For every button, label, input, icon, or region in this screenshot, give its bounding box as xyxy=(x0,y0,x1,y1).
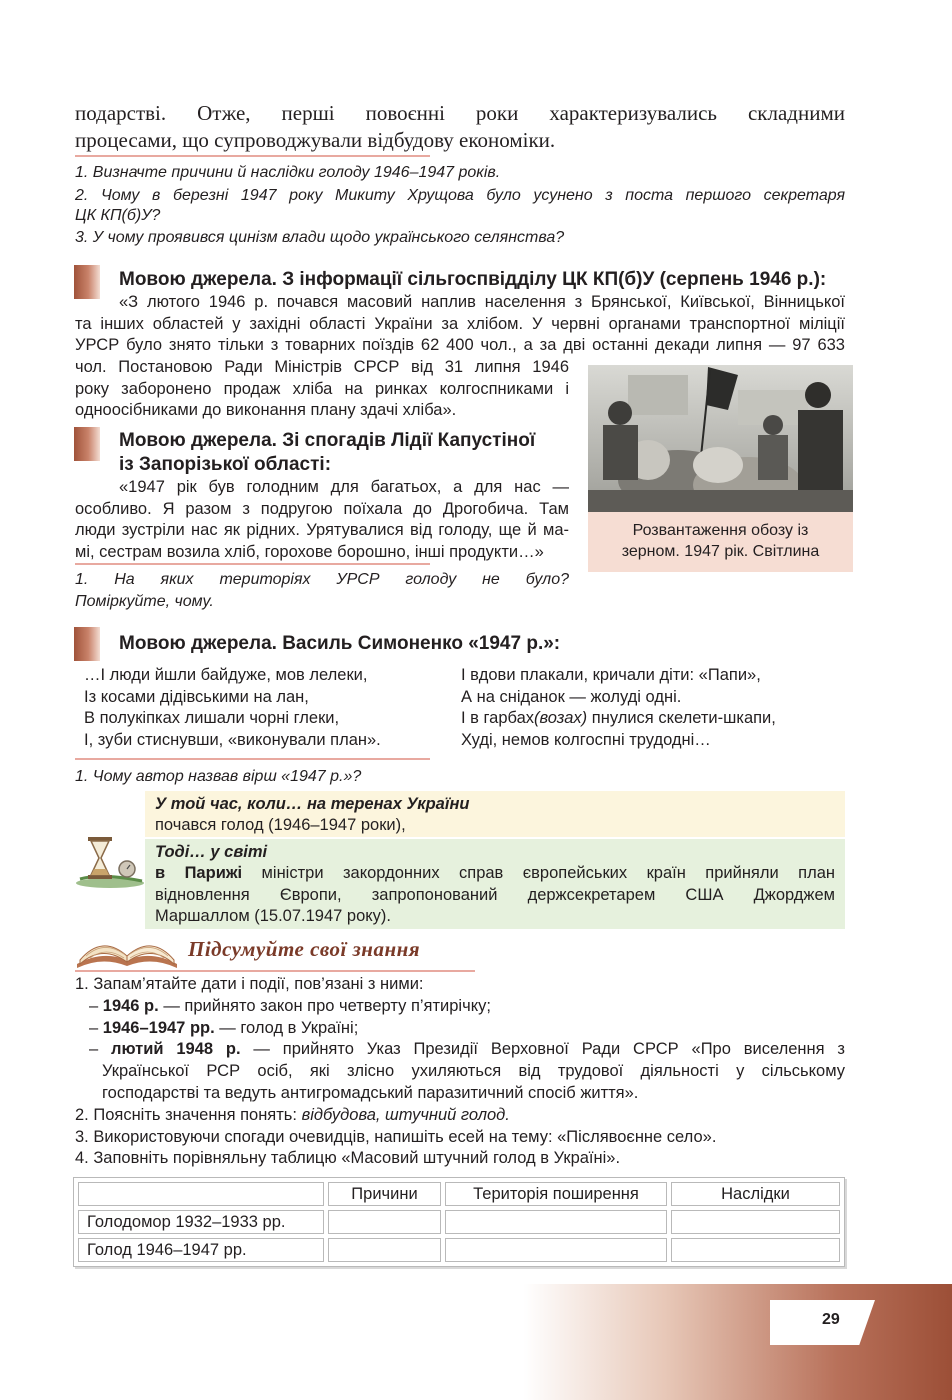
table-header-cell xyxy=(78,1182,324,1206)
summary-date-item: – 1946–1947 рр. — голод в Україні; xyxy=(89,1018,359,1037)
timebox-world xyxy=(145,839,845,929)
poem-text: І в гарбах xyxy=(461,709,535,727)
summary-date: 1946 р. xyxy=(102,996,159,1015)
source-1-title: Мовою джерела. З інформації сільгоспвідділу ЦК КП(б)У (серпень 1946 р.): xyxy=(119,269,827,290)
poem-gloss: (возах) xyxy=(534,709,588,727)
intro-line-1: подарстві. Отже, перші повоєнні роки характеризувались складними xyxy=(75,101,845,125)
timebox-text: почався голод (1946–1947 роки), xyxy=(155,816,406,834)
timebox-title: Тоді… у світі xyxy=(155,843,268,861)
summary-item-terms: відбудова, штучний голод. xyxy=(301,1105,510,1124)
summary-item: 3. Використовуючи спогади очевидців, напишіть есей на тему: «Післявоєнне село». xyxy=(75,1127,717,1146)
source-2-title-line: Мовою джерела. Зі спогадів Лідії Капустіної xyxy=(119,430,536,451)
source-2-question-line: Поміркуйте, чому. xyxy=(75,593,214,610)
photo-image xyxy=(588,365,853,512)
poem-line: І вдови плакали, кричали діти: «Папи», xyxy=(461,666,761,684)
photo-caption-line: Розвантаження обозу із xyxy=(632,522,809,539)
poem-line: Худі, немов колгоспні трудодні… xyxy=(461,730,711,749)
summary-item xyxy=(75,1105,845,1127)
open-book-icon xyxy=(72,930,182,972)
table-cell[interactable] xyxy=(328,1210,441,1234)
source-1-text-wide xyxy=(75,292,845,357)
summary-list xyxy=(75,974,845,1170)
photo-caption-line: зерном. 1947 рік. Світлина xyxy=(621,543,820,560)
question-1: 1. Визначте причини й наслідки голоду 1946–1947 років. xyxy=(75,164,501,181)
table-cell[interactable] xyxy=(671,1238,840,1262)
poem-line: В полукіпках лишали чорні глеки, xyxy=(84,709,340,727)
section-marker-icon xyxy=(74,627,100,661)
divider xyxy=(75,563,430,565)
table-row-header: Голодомор 1932–1933 рр. xyxy=(78,1210,324,1234)
table-row xyxy=(78,1210,840,1234)
question-3: 3. У чому проявився цинізм влади щодо українського селянства? xyxy=(75,229,565,246)
summary-date-text: — прийнято закон про четверту п’ятирічку; xyxy=(158,996,491,1015)
source-2-question-line: 1. На яких територіях УРСР голоду не було? xyxy=(75,571,569,588)
poem-line: І, зуби стиснувши, «виконували план». xyxy=(84,730,381,749)
summary-date-text: — голод в Україні; xyxy=(214,1018,359,1037)
source-1-line: одноосібниками до виконання плану здачі хліба». xyxy=(75,401,457,419)
table-row-header: Голод 1946–1947 рр. xyxy=(78,1238,324,1262)
table-cell[interactable] xyxy=(671,1210,840,1234)
table-header-cell: Територія поширення xyxy=(445,1182,667,1206)
question-2: 2. Чому в березні 1947 року Микиту Хрущова було усунено з поста першого секретаря xyxy=(75,187,845,204)
timebox-text: Маршаллом (15.07.1947 року). xyxy=(155,907,391,925)
table-cell[interactable] xyxy=(445,1238,667,1262)
source-2-line: «1947 рік був голодним для багатьох, а для нас — xyxy=(119,478,569,496)
table-header-cell: Наслідки xyxy=(671,1182,840,1206)
table-cell[interactable] xyxy=(328,1238,441,1262)
source-1-line: чол. Постановою Ради Міністрів СРСР від 31 липня 1946 xyxy=(75,358,569,376)
source-1-text-narrow xyxy=(75,357,569,422)
source-2-line: мі, сестрам возила хліб, горохове борошно, інші продукти…» xyxy=(75,542,544,561)
comparison-table xyxy=(73,1177,845,1267)
source-2-question xyxy=(75,570,569,612)
poem-left-column xyxy=(84,665,444,751)
poem-right-column xyxy=(461,665,845,751)
timebox-text-part: міністри закордонних справ європейських країн прийняли план xyxy=(242,864,835,882)
question-2-cont: ЦК КП(б)У? xyxy=(75,207,161,224)
table-header-row xyxy=(78,1182,840,1206)
photo-caption xyxy=(588,512,853,572)
summary-date: 1946–1947 рр. xyxy=(102,1018,215,1037)
source-2-title-line: із Запорізької області: xyxy=(119,454,332,475)
poem-line xyxy=(461,708,845,730)
summary-date-text: — прийнято Указ Президії Верховної Ради СРСР «Про виселення з xyxy=(240,1040,845,1059)
source-2-title xyxy=(119,430,535,476)
poem-line: …І люди йшли байдуже, мов лелеки, xyxy=(84,666,368,684)
summary-date-text: Української РСР осіб, які злісно ухиляються від трудової діяльності у сільському xyxy=(102,1062,845,1081)
source-2-text xyxy=(75,477,569,563)
divider xyxy=(75,758,430,760)
timebox-text: відновлення Європи, запропонований держсекретарем США Джорджем xyxy=(155,885,835,904)
table-cell[interactable] xyxy=(445,1210,667,1234)
divider xyxy=(75,970,475,972)
poem-line: Із косами дідівськими на лан, xyxy=(84,687,309,706)
section-marker-icon xyxy=(74,427,100,461)
source-1-line: та інших областей у західні області України за хлібом. У червні органами транспортної міліції xyxy=(75,314,845,333)
hourglass-icon xyxy=(72,835,148,890)
timebox-ukraine xyxy=(145,791,845,837)
intro-line-2: процесами, що супроводжували відбудову економіки. xyxy=(75,128,556,152)
summary-item-text: 2. Поясніть значення понять: xyxy=(75,1105,302,1124)
summary-item: 1. Запам’ятайте дати і події, пов’язані з ними: xyxy=(75,975,424,993)
summary-title: Підсумуйте свої знання xyxy=(188,937,421,961)
summary-date-text: господарстві та ведуть антигромадський паразитичний спосіб життя». xyxy=(102,1083,639,1102)
page-number: 29 xyxy=(822,1311,840,1328)
table-header-cell: Причини xyxy=(328,1182,441,1206)
source-2-line: особливо. Я разом з подругою поїхала до Дрогобича. Там xyxy=(75,499,569,518)
poem-line: А на сніданок — жолуді одні. xyxy=(461,687,682,706)
source-2-line: люди зустріли нас як рідних. Урятувалися від голоду, ще й ма- xyxy=(75,521,569,539)
table-row xyxy=(78,1238,840,1262)
source-3-title: Мовою джерела. Василь Симоненко «1947 р.»: xyxy=(119,633,561,654)
source-1-line: УРСР було знято тільки з товарних поїздів 62 400 чол., а за дві останні декади липня — 97 633 xyxy=(75,336,845,354)
summary-date-item: – 1946 р. — прийнято закон про четверту п’ятирічку; xyxy=(89,996,491,1015)
timebox-bold: в Парижі xyxy=(155,864,243,882)
source-3-question: 1. Чому автор назвав вірш «1947 р.»? xyxy=(75,768,362,785)
intro-paragraph xyxy=(75,100,845,154)
summary-date-item: – лютий 1948 р. — прийнято Указ Президії Верховної Ради СРСР «Про виселення з xyxy=(89,1040,845,1059)
timebox-text xyxy=(155,863,835,885)
photo-grain-unloading xyxy=(588,365,853,512)
source-1-line: «З лютого 1946 р. почався масовий наплив населення з Брянської, Київської, Вінницької xyxy=(119,293,845,311)
poem-text: пнулися скелети-шкапи, xyxy=(587,709,776,727)
source-1-line: року заборонено продаж хліба на ринках колгоспниками і xyxy=(75,379,569,398)
questions-block-1 xyxy=(75,163,845,248)
timebox-title: У той час, коли… на теренах України xyxy=(155,795,470,813)
divider xyxy=(75,155,430,157)
summary-item: 4. Заповніть порівняльну таблицю «Масовий штучний голод в Україні». xyxy=(75,1149,621,1168)
summary-date: лютий 1948 р. xyxy=(111,1040,241,1059)
